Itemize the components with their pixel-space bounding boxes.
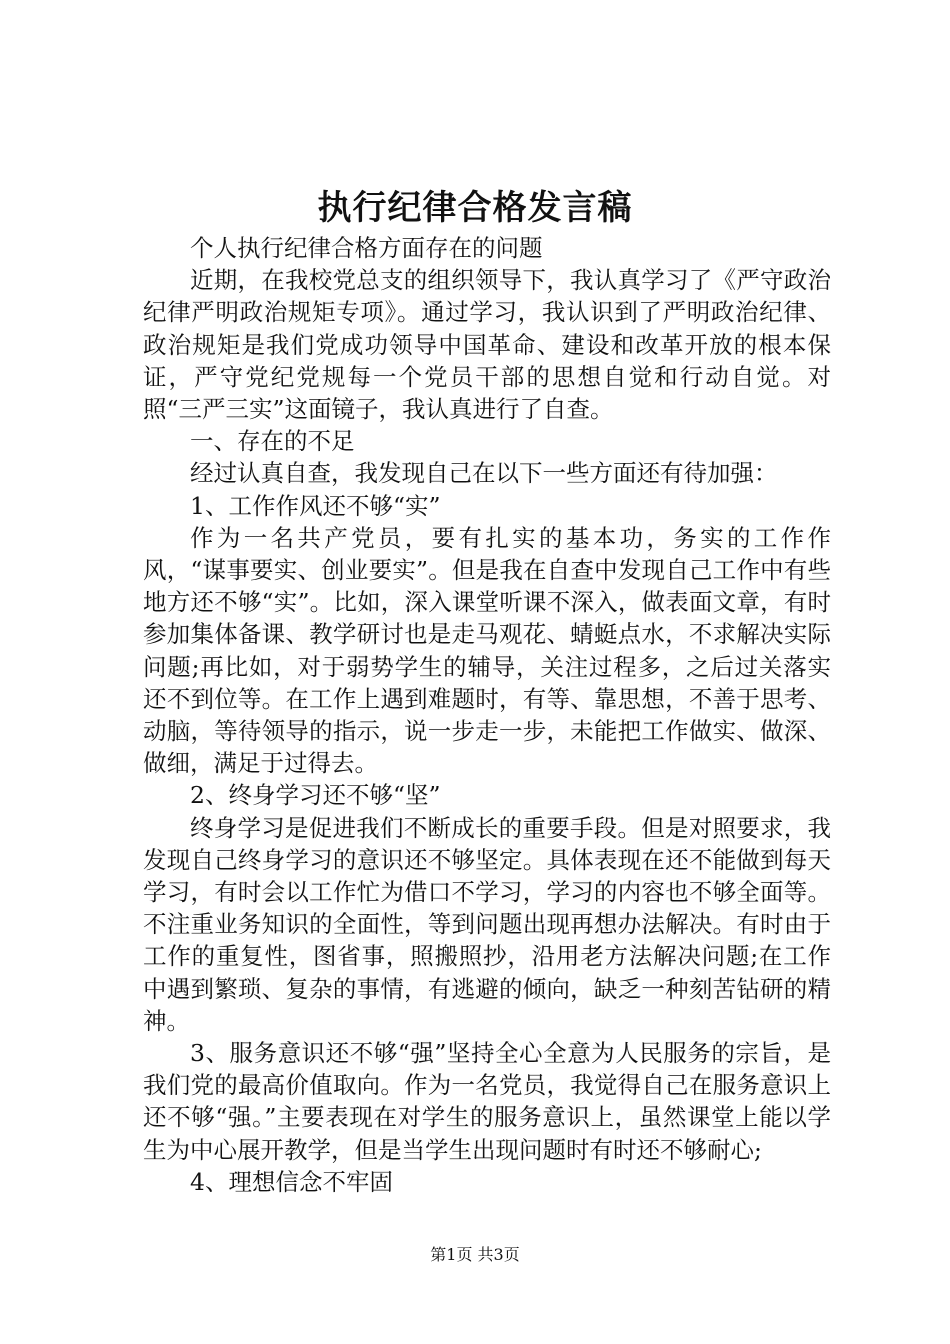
subsection-heading: 1、工作作风还不够“实” (190, 491, 441, 520)
page-number: 第1页 共3页 (430, 1245, 520, 1264)
subsection-heading: 4、理想信念不牢固 (190, 1167, 393, 1196)
section-heading: 个人执行纪律合格方面存在的问题 (190, 234, 543, 262)
paragraph: 经过认真自查，我发现自己在以下一些方面还有待加强： (190, 459, 778, 488)
section-heading: 一、存在的不足 (190, 427, 355, 456)
paragraph: 3、服务意识还不够“强”坚持全心全意为人民服务的宗旨，是我们党的最高价值取向。作为一名党员，我觉得自己在服务意识上还不够“强。”主要表现在对学生的服务意识上，虽然课堂上能以学生为中心展开教学，但是当学生出现问题时有时还不够耐心; (143, 1039, 831, 1164)
paragraph: 终身学习是促进我们不断成长的重要手段。但是对照要求，我发现自己终身学习的意识还不够坚定。具体表现在还不能做到每天学习，有时会以工作忙为借口不学习，学习的内容也不够全面等。不注重业务知识的全面性，等到问题出现再想办法解决。有时由于工作的重复性，图省事，照搬照抄，沿用老方法解决问题;在工作中遇到繁琐、复杂的事情，有逃避的倾向，缺乏一种刻苦钻研的精神。 (143, 813, 831, 1035)
subsection-heading: 2、终身学习还不够“坚” (190, 781, 441, 810)
document-body (143, 232, 831, 1198)
paragraph: 作为一名共产党员，要有扎实的基本功，务实的工作作风，“谋事要实、创业要实”。但是我在自查中发现自己工作中有些地方还不够“实”。比如，深入课堂听课不深入，做表面文章，有时参加集体备课、教学研讨也是走马观花、蜻蜓点水，不求解决实际问题;再比如，对于弱势学生的辅导，关注过程多，之后过关落实还不到位等。在工作上遇到难题时，有等、靠思想，不善于思考、动脑，等待领导的指示，说一步走一步，未能把工作做实、做深、做细，满足于过得去。 (143, 523, 831, 778)
paragraph: 近期，在我校党总支的组织领导下，我认真学习了《严守政治纪律严明政治规矩专项》。通过学习，我认识到了严明政治纪律、政治规矩是我们党成功领导中国革命、建设和改革开放的根本保证，严守党纪党规每一个党员干部的思想自觉和行动自觉。对照“三严三实”这面镜子，我认真进行了自查。 (143, 266, 831, 424)
document-title: 执行纪律合格发言稿 (317, 188, 633, 228)
